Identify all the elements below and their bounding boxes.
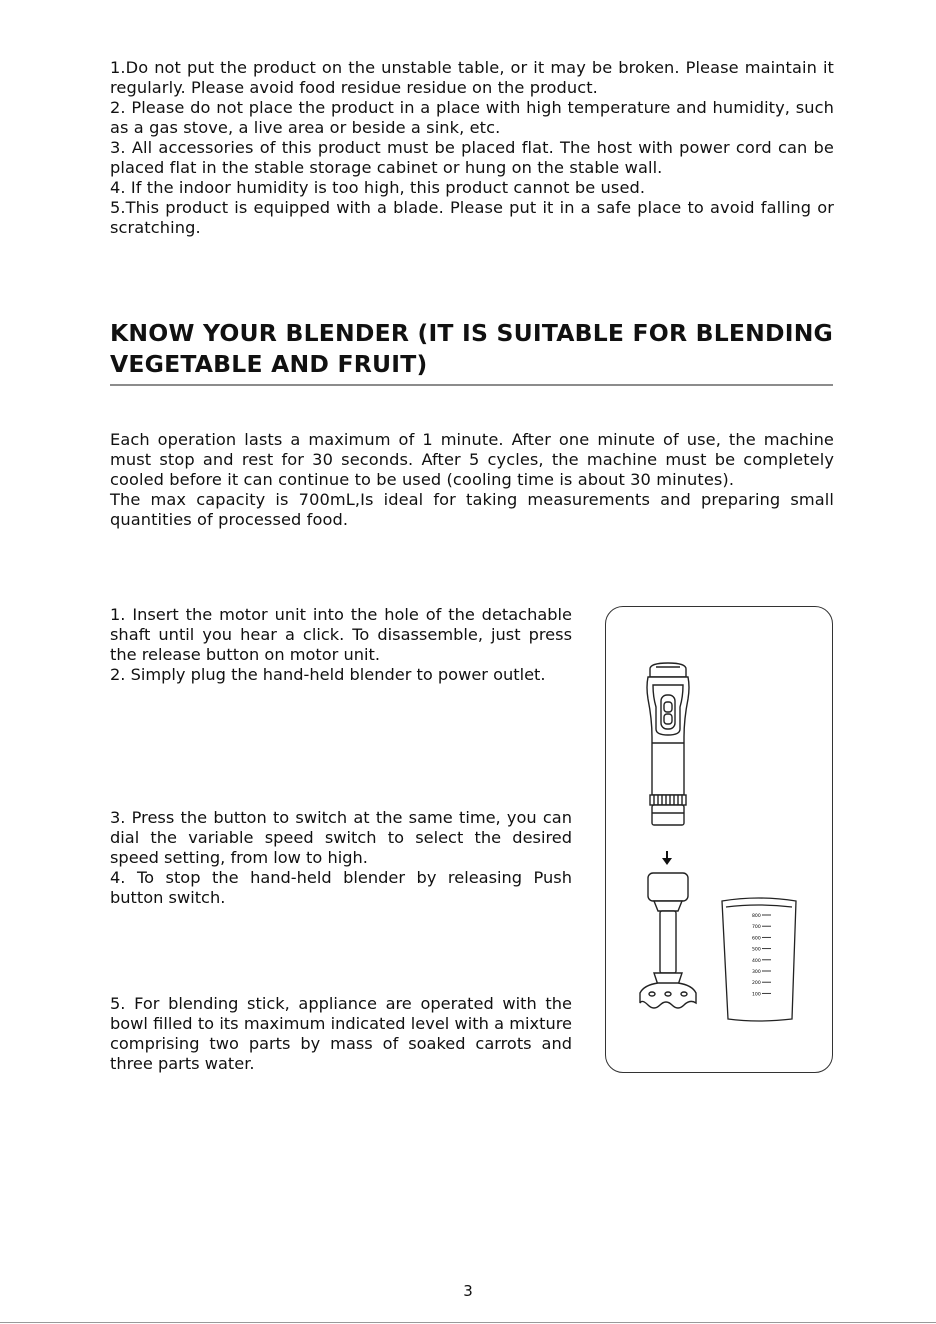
beaker-mark-label: 400 xyxy=(752,958,761,964)
arrow-down-icon xyxy=(662,851,672,865)
section-heading-line-1: KNOW YOUR BLENDER (IT IS SUITABLE FOR BLENDING xyxy=(110,319,834,347)
blending-shaft-icon xyxy=(640,873,696,1008)
beaker-mark-label: 500 xyxy=(752,947,761,953)
beaker-mark-label: 800 xyxy=(752,914,761,919)
beaker-mark-label: 600 xyxy=(752,936,761,942)
safety-note-3: 3. All accessories of this product must be placed flat. The host with power cord can be placed flat in the stable storage cabinet or hung on the stable wall. xyxy=(110,138,834,177)
operation-notes xyxy=(110,430,834,530)
step-4: 4. To stop the hand-held blender by releasing Push button switch. xyxy=(110,868,572,907)
section-heading xyxy=(110,318,834,380)
step-1: 1. Insert the motor unit into the hole of the detachable shaft until you hear a click. To disassemble, just press the release button on motor unit. xyxy=(110,605,572,664)
section-heading-line-2: VEGETABLE AND FRUIT) xyxy=(110,350,428,378)
beaker-mark-label: 200 xyxy=(752,981,761,987)
steps-group-3 xyxy=(110,994,572,1074)
steps-group-1 xyxy=(110,605,572,685)
safety-note-4: 4. If the indoor humidity is too high, this product cannot be used. xyxy=(110,178,646,197)
safety-note-5: 5.This product is equipped with a blade. Please put it in a safe place to avoid falling or scratching. xyxy=(110,198,834,237)
safety-note-2: 2. Please do not place the product in a place with high temperature and humidity, such as a gas stove, a live area or beside a sink, etc. xyxy=(110,98,834,137)
operation-note-capacity: The max capacity is 700mL,Is ideal for taking measurements and preparing small quantities of processed food. xyxy=(110,490,834,529)
step-3: 3. Press the button to switch at the same time, you can dial the variable speed switch to select the desired speed setting, from low to high. xyxy=(110,808,572,867)
beaker-mark-label: 700 xyxy=(752,925,761,931)
safety-notes xyxy=(110,58,834,238)
beaker-mark-label: 300 xyxy=(752,970,761,975)
step-2: 2. Simply plug the hand-held blender to power outlet. xyxy=(110,665,546,684)
beaker-mark-label: 100 xyxy=(752,992,761,998)
page-bottom-border xyxy=(0,1322,936,1323)
steps-group-2 xyxy=(110,808,572,908)
heading-divider xyxy=(110,384,833,386)
motor-unit-icon xyxy=(647,663,689,825)
blender-illustration xyxy=(606,607,834,1074)
step-5: 5. For blending stick, appliance are operated with the bowl filled to its maximum indicated level with a mixture comprising two parts by mass of soaked carrots and three parts water. xyxy=(110,994,572,1073)
operation-note-time: Each operation lasts a maximum of 1 minute. After one minute of use, the machine must stop and rest for 30 seconds. After 5 cycles, the machine must be completely cooled before it can continue to be used (cooling time is about 30 minutes). xyxy=(110,430,834,489)
page-number: 3 xyxy=(463,1282,473,1300)
blender-illustration-panel xyxy=(605,606,833,1073)
safety-note-1: 1.Do not put the product on the unstable table, or it may be broken. Please maintain it regularly. Please avoid food residue residue on the product. xyxy=(110,58,834,97)
